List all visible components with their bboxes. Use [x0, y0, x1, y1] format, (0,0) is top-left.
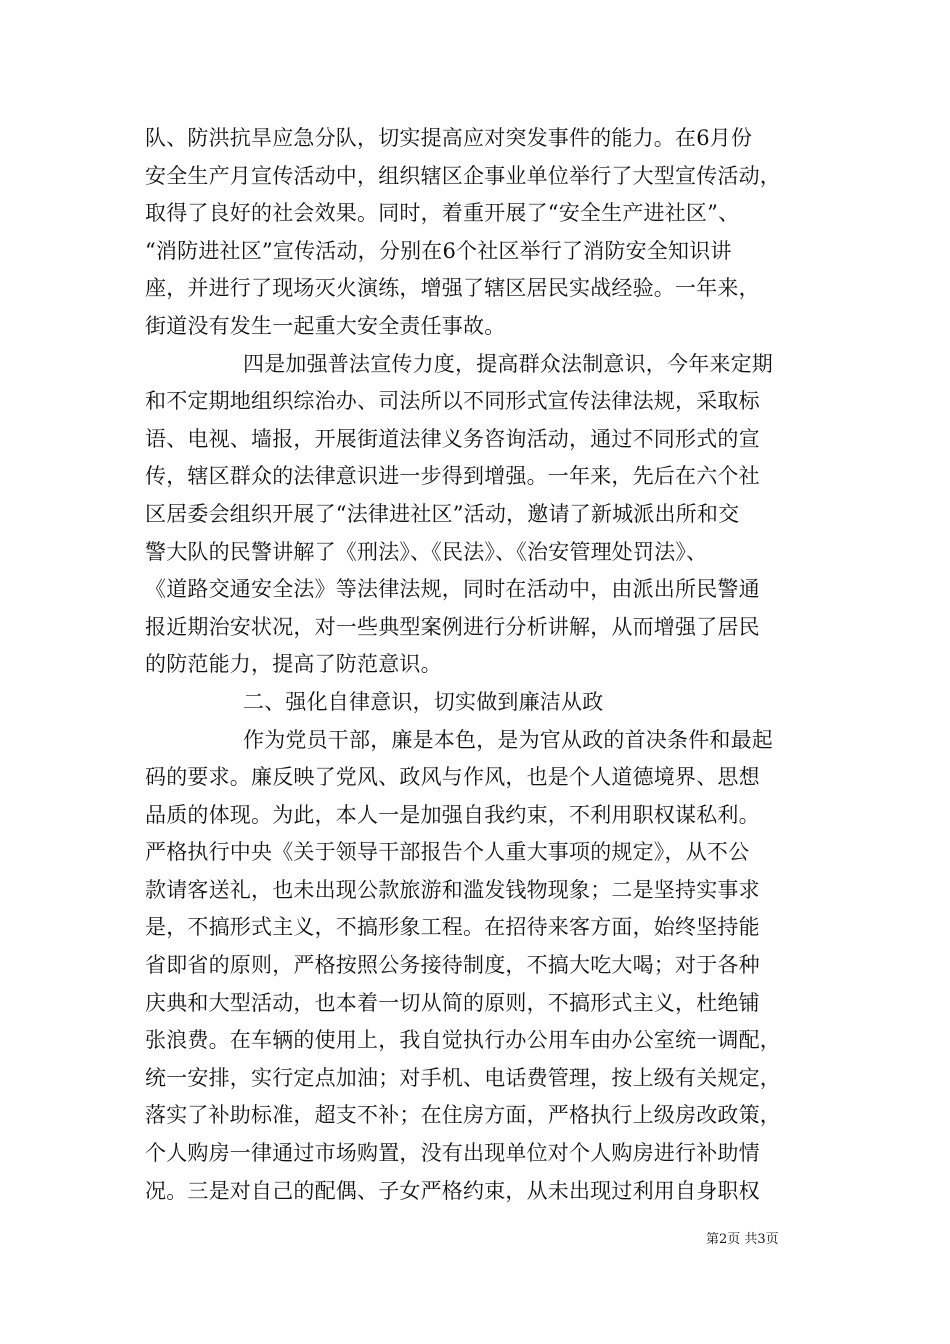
text-line: 严格执行中央《关于领导干部报告个人重大事项的规定》，从不公 [145, 840, 750, 865]
text-line: 取得了良好的社会效果。同时，着重开展了“安全生产进社区”、 [145, 201, 740, 226]
page-footer [0, 1228, 950, 1252]
text-line: 的防范能力，提高了防范意识。 [145, 652, 442, 677]
text-line: 语、电视、墙报，开展街道法律义务咨询活动，通过不同形式的宣 [145, 426, 760, 451]
text-line: 队、防洪抗旱应急分队，切实提高应对突发事件的能力。在6月份 [145, 126, 753, 150]
text-line: 座，并进行了现场灭火演练，增强了辖区居民实战经验。一年来， [145, 276, 760, 301]
document-body [145, 120, 815, 1210]
text-line: 款请客送礼，也未出现公款旅游和滥发钱物现象；二是坚持实事求 [145, 877, 760, 902]
page-number: 第2页 共3页 [706, 1232, 779, 1247]
text-line: 警大队的民警讲解了《刑法》、《民法》、《治安管理处罚法》、 [145, 539, 708, 564]
text-line: “消防进社区”宣传活动，分别在6个社区举行了消防安全知识讲 [145, 238, 732, 263]
section-heading: 二、强化自律意识，切实做到廉洁从政 [243, 689, 604, 714]
text-line: 《道路交通安全法》等法律法规，同时在活动中，由派出所民警通 [145, 577, 760, 602]
text-line: 码的要求。廉反映了党风、政风与作风，也是个人道德境界、思想 [145, 765, 760, 790]
text-line: 张浪费。在车辆的使用上，我自觉执行办公用车由办公室统一调配， [145, 1028, 781, 1053]
text-line: 和不定期地组织综治办、司法所以不同形式宣传法律法规，采取标 [145, 389, 760, 414]
text-line: 街道没有发生一起重大安全责任事故。 [145, 313, 506, 338]
text-line: 品质的体现。为此，本人一是加强自我约束，不利用职权谋私利。 [145, 802, 760, 827]
text-line: 区居委会组织开展了“法律进社区”活动，邀请了新城派出所和交 [145, 501, 740, 526]
text-line: 统一安排，实行定点加油；对手机、电话费管理，按上级有关规定， [145, 1065, 781, 1090]
text-line: 况。三是对自己的配偶、子女严格约束，从未出现过利用自身职权 [145, 1178, 760, 1203]
text-line: 落实了补助标准，超支不补；在住房方面，严格执行上级房改政策， [145, 1103, 781, 1128]
text-line: 是，不搞形式主义，不搞形象工程。在招待来客方面，始终坚持能 [145, 915, 760, 940]
text-line: 个人购房一律通过市场购置，没有出现单位对个人购房进行补助情 [145, 1141, 760, 1166]
text-line: 报近期治安状况，对一些典型案例进行分析讲解，从而增强了居民 [145, 614, 760, 639]
text-line: 庆典和大型活动，也本着一切从简的原则，不搞形式主义，杜绝铺 [145, 990, 760, 1015]
text-line: 安全生产月宣传活动中，组织辖区企事业单位举行了大型宣传活动， [145, 163, 781, 188]
text-line: 省即省的原则，严格按照公务接待制度，不搞大吃大喝；对于各种 [145, 953, 760, 978]
paragraph-start-line: 四是加强普法宣传力度，提高群众法制意识，今年来定期 [243, 351, 773, 376]
text-line: 传，辖区群众的法律意识进一步得到增强。一年来，先后在六个社 [145, 464, 760, 489]
paragraph-start-line: 作为党员干部，廉是本色，是为官从政的首决条件和最起 [243, 727, 773, 752]
